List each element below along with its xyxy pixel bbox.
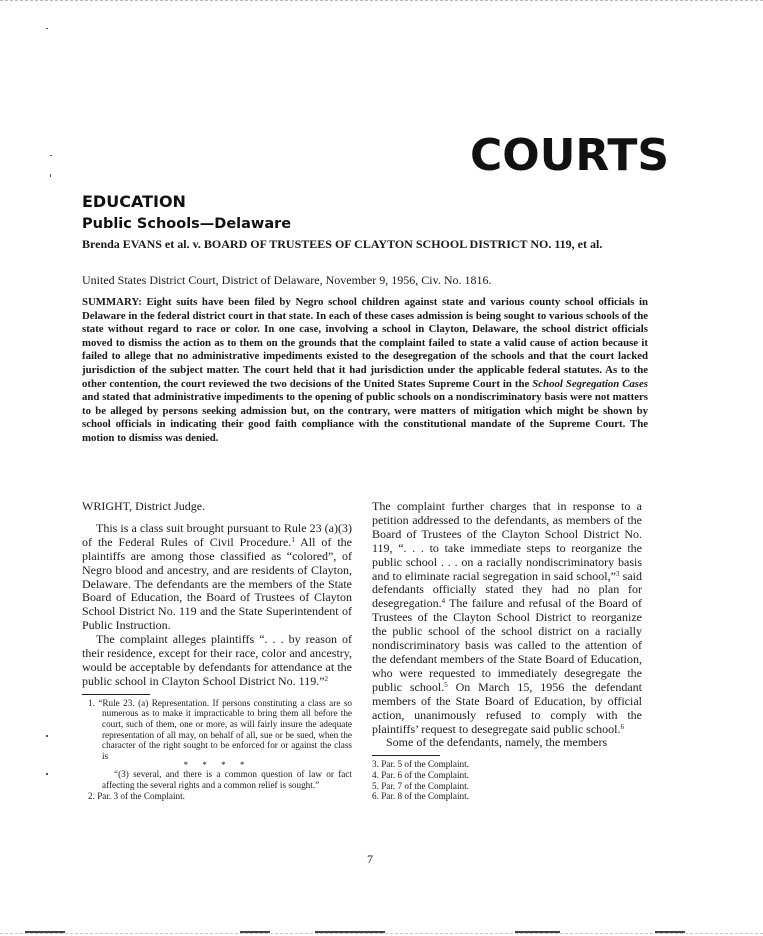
- scan-speck: [50, 174, 51, 177]
- summary-italic: School Segregation Cases: [532, 377, 649, 390]
- summary-text: Eight suits have been filed by Negro school children against state and various county school officials in Delaware in the federal district court in that state. In each of these cases admission is being sought to various schools of the state without regard to race or color. In one case, involving a school in Clayton, Delaware, the school district officials moved to dismiss the action as to them on the grounds that the complaint failed to state a valid cause of action because it failed to allege that no administrative impediments existed to the desegregation of the schools and that the court lacked jurisdiction of the subject matter. The court held that it had jurisdiction under the applicable federal statutes. As to the other contention, the court reviewed the two decisions of the United States Supreme Court in the: [82, 296, 648, 390]
- footnote-divider: [372, 755, 440, 756]
- paragraph-text: On March 15, 1956 the defendant members of the State Board of Education, by official action, unanimously refused to comply with the plaintiffs’ request to desegregate said public school.: [372, 679, 643, 736]
- footnote-1: 1. “Rule 23. (a) Representation. If persons constituting a class are so numerous as to make it impracticable to bring them all before the court, such of them, one or more, as will fairly insure the adequate representation of all may, on behalf of all, sue or be sued, when the character of the right sought to be enforced for or against the class is: [88, 697, 352, 761]
- footnotes-right: [372, 759, 642, 801]
- footnote-6: 6. Par. 8 of the Complaint.: [372, 791, 469, 802]
- paragraph-text: This is a class suit brought pursuant to Rule 23 (a)(3) of the Federal Rules of Civil Procedure.: [82, 520, 352, 549]
- case-summary: [82, 296, 648, 446]
- opinion-column-right: [372, 500, 642, 802]
- scan-edge-bottom: [0, 933, 763, 935]
- footnote-ref: 1: [291, 535, 295, 544]
- opinion-paragraph: Some of the defendants, namely, the members: [386, 735, 608, 750]
- scan-edge-top: [0, 0, 763, 2]
- court-citation: United States District Court, District of Delaware, November 9, 1956, Civ. No. 1816.: [82, 273, 492, 287]
- scan-speck: [46, 773, 48, 775]
- footnote-divider: [82, 694, 150, 695]
- footnote-1-quote: “(3) several, and there is a common question of law or fact affecting the several rights and a common relief is sought.”: [102, 769, 352, 790]
- section-heading: EDUCATION: [82, 192, 186, 211]
- footnote-ref: 3: [615, 569, 620, 578]
- paragraph-text: All of the plaintiffs are among those classified as “colored”, of Negro blood and ancestry, and are residents of Clayton, Delaware. The defendants are the members of the State Board of Education, the Board of Trustees of Clayton School District No. 119 and the State Superintendent of Public Instruction.: [82, 534, 352, 633]
- opinion-paragraph: [82, 633, 352, 689]
- footnote-ref: 5: [444, 680, 448, 689]
- paragraph-text: The complaint alleges plaintiffs “. . . by reason of their residence, except for their race, color and ancestry, would be acceptable by defendants for attendance at the public school in Clayton School District No. 119.”: [82, 632, 352, 688]
- summary-text-cont: and stated that administrative impediments to the opening of public schools on a nondiscriminatory basis were not matters to be alleged by persons seeking admission but, on the contrary, were matters of mitigation which might be shown by school officials in indicating their good faith compliance with the constitutional mandate of the Supreme Court. The motion to dismiss was denied.: [82, 391, 648, 444]
- scan-speck: [50, 155, 52, 156]
- opinion-paragraph: [82, 522, 352, 633]
- footnote-ref: 2: [324, 674, 329, 683]
- footnotes-left: [82, 698, 352, 801]
- footnote-ref: 4: [441, 597, 446, 606]
- summary-label: SUMMARY:: [82, 296, 142, 308]
- scan-speck: [46, 735, 48, 737]
- paragraph-text: The failure and refusal of the Board of Trustees of the Clayton School District to reorganize the public school of the school district on a racially nondiscriminatory basis was called to the attention of the defendant members of the State Board of Education, who were requested to immediately desegregate the public school.: [372, 596, 642, 694]
- footnote-ellipsis-stars: * * * *: [183, 760, 251, 771]
- scan-speck: [46, 28, 48, 29]
- footnote-2: 2. Par. 3 of the Complaint.: [88, 790, 185, 801]
- footnote-4: 4. Par. 6 of the Complaint.: [372, 769, 469, 780]
- footnote-5: 5. Par. 7 of the Complaint.: [372, 780, 469, 791]
- footnote-3: 3. Par. 5 of the Complaint.: [372, 759, 469, 770]
- subsection-heading: Public Schools—Delaware: [82, 216, 292, 232]
- opinion-column-left: [82, 500, 352, 801]
- paragraph-text: The complaint further charges that in response to a petition addressed to the defendants, as members of the Board of Trustees of the Clayton School District No. 119, “. . . to take immediate steps to reorganize the public school . . . on a racially nondiscriminatory basis and to eliminate racial segregation in said school,”: [372, 499, 642, 583]
- page-number: 7: [367, 852, 373, 866]
- page-header-title: COURTS: [470, 130, 670, 181]
- judge-line: WRIGHT, District Judge.: [82, 499, 206, 513]
- paragraph-text: said defendants officially stated they had no plan for desegregation.: [372, 568, 642, 611]
- case-title: Brenda EVANS et al. v. BOARD OF TRUSTEES OF CLAYTON SCHOOL DISTRICT NO. 119, et al.: [82, 237, 603, 251]
- opinion-paragraph: [372, 500, 642, 736]
- footnote-ref: 6: [620, 722, 624, 731]
